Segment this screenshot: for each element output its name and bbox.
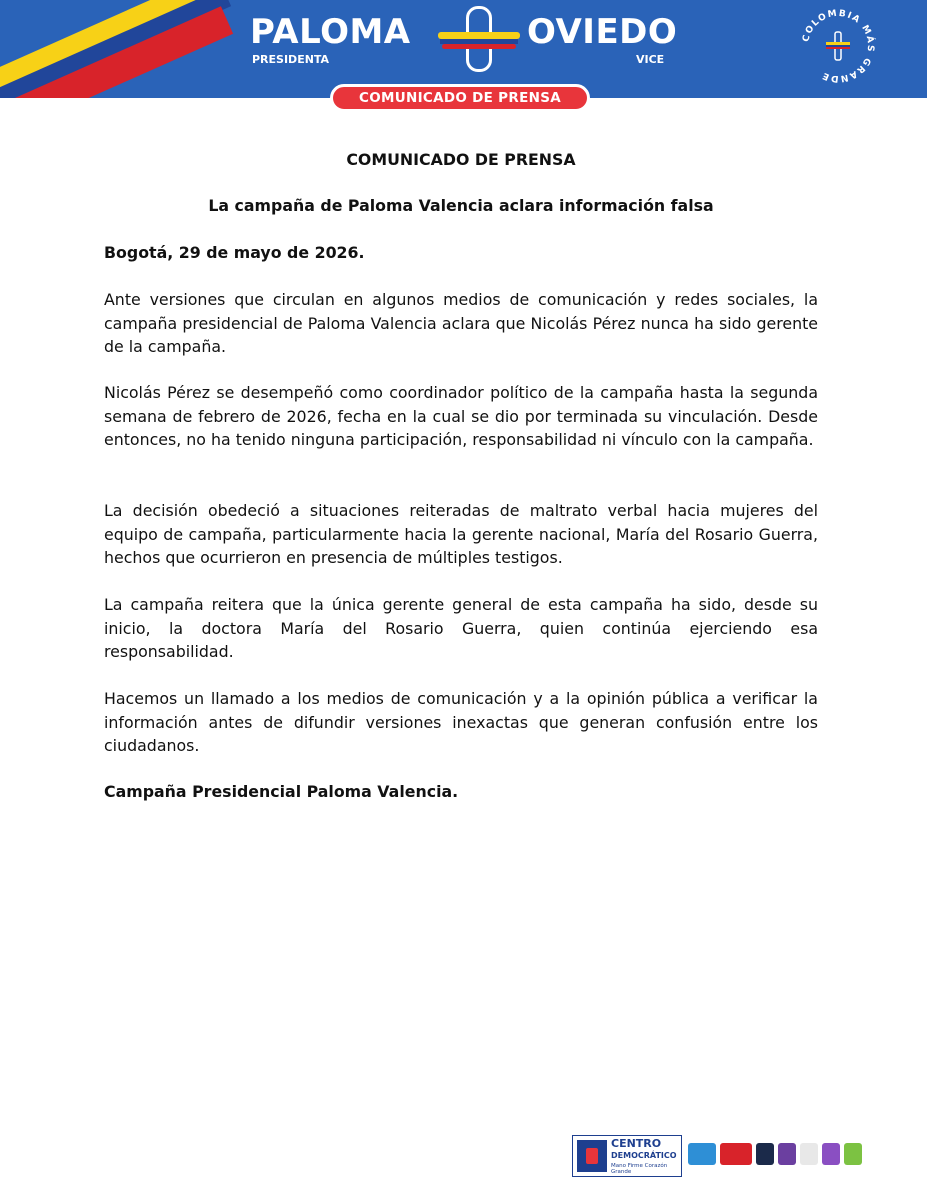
paragraph-3: La decisión obedeció a situaciones reiteradas de maltrato verbal hacia mujeres del equipo de campaña, particularmente hacia la gerente nacional, María del Rosario Guerra, hechos que ocurrieron en presencia de múltiples testigos. [104,501,818,567]
signature: Campaña Presidencial Paloma Valencia. [104,782,459,801]
coalition-logo-4-icon [778,1143,796,1165]
paragraph-2: Nicolás Pérez se desempeñó como coordinador político de la campaña hasta la segunda semana de febrero de 2026, fecha en la cual se dio por terminada su vinculación. Desde entonces, no ha tenido ninguna participación, responsabilidad ni vínculo con la campaña. [104,383,818,449]
vice-name: OVIEDO [527,12,678,52]
centro-democratico-logo [572,1135,682,1177]
cross-yellow-bar [438,32,520,39]
paragraph-1: Ante versiones que circulan en algunos medios de comunicación y redes sociales, la campaña presidencial de Paloma Valencia aclara que Nicolás Pérez nunca ha sido gerente de la campaña. [104,290,818,356]
party-name-line2: DEMOCRÁTICO [611,1151,677,1160]
colombia-mas-grande-seal-icon [798,6,878,86]
candidate-role: PRESIDENTA [252,53,330,66]
paragraph-4: La campaña reitera que la única gerente general de esta campaña ha sido, desde su inicio, la doctora María del Rosario Guerra, quien continúa ejerciendo esa responsabilidad. [104,595,818,661]
coalition-logo-7-icon [844,1143,862,1165]
document-subheading: La campaña de Paloma Valencia aclara información falsa [208,196,714,215]
coalition-logo-6-icon [822,1143,840,1165]
coalition-logo-5-icon [800,1143,818,1165]
party-name [611,1138,677,1161]
seal-text: COLOMBIA MÁS GRANDE [801,8,876,84]
press-release-badge: COMUNICADO DE PRENSA [330,84,590,112]
dateline: Bogotá, 29 de mayo de 2026. [104,243,365,262]
footer-logos [572,1135,864,1179]
paragraph-5: Hacemos un llamado a los medios de comunicación y a la opinión pública a verificar la información antes de difundir versiones inexactas que generan confusión entre los ciudadanos. [104,689,818,755]
party-slogan: Mano Firme Corazón Grande [611,1163,668,1175]
coalition-logo-3-icon [756,1143,774,1165]
vice-role: VICE [636,53,665,66]
cross-red-bar [442,44,516,49]
party-name-line1: CENTRO [611,1137,662,1150]
candidate-name: PALOMA [250,12,411,52]
coalition-logo-2-icon [720,1143,752,1165]
document-heading: COMUNICADO DE PRENSA [346,150,576,169]
coalition-logo-1-icon [688,1143,716,1165]
centro-democratico-mark-icon [577,1140,607,1172]
